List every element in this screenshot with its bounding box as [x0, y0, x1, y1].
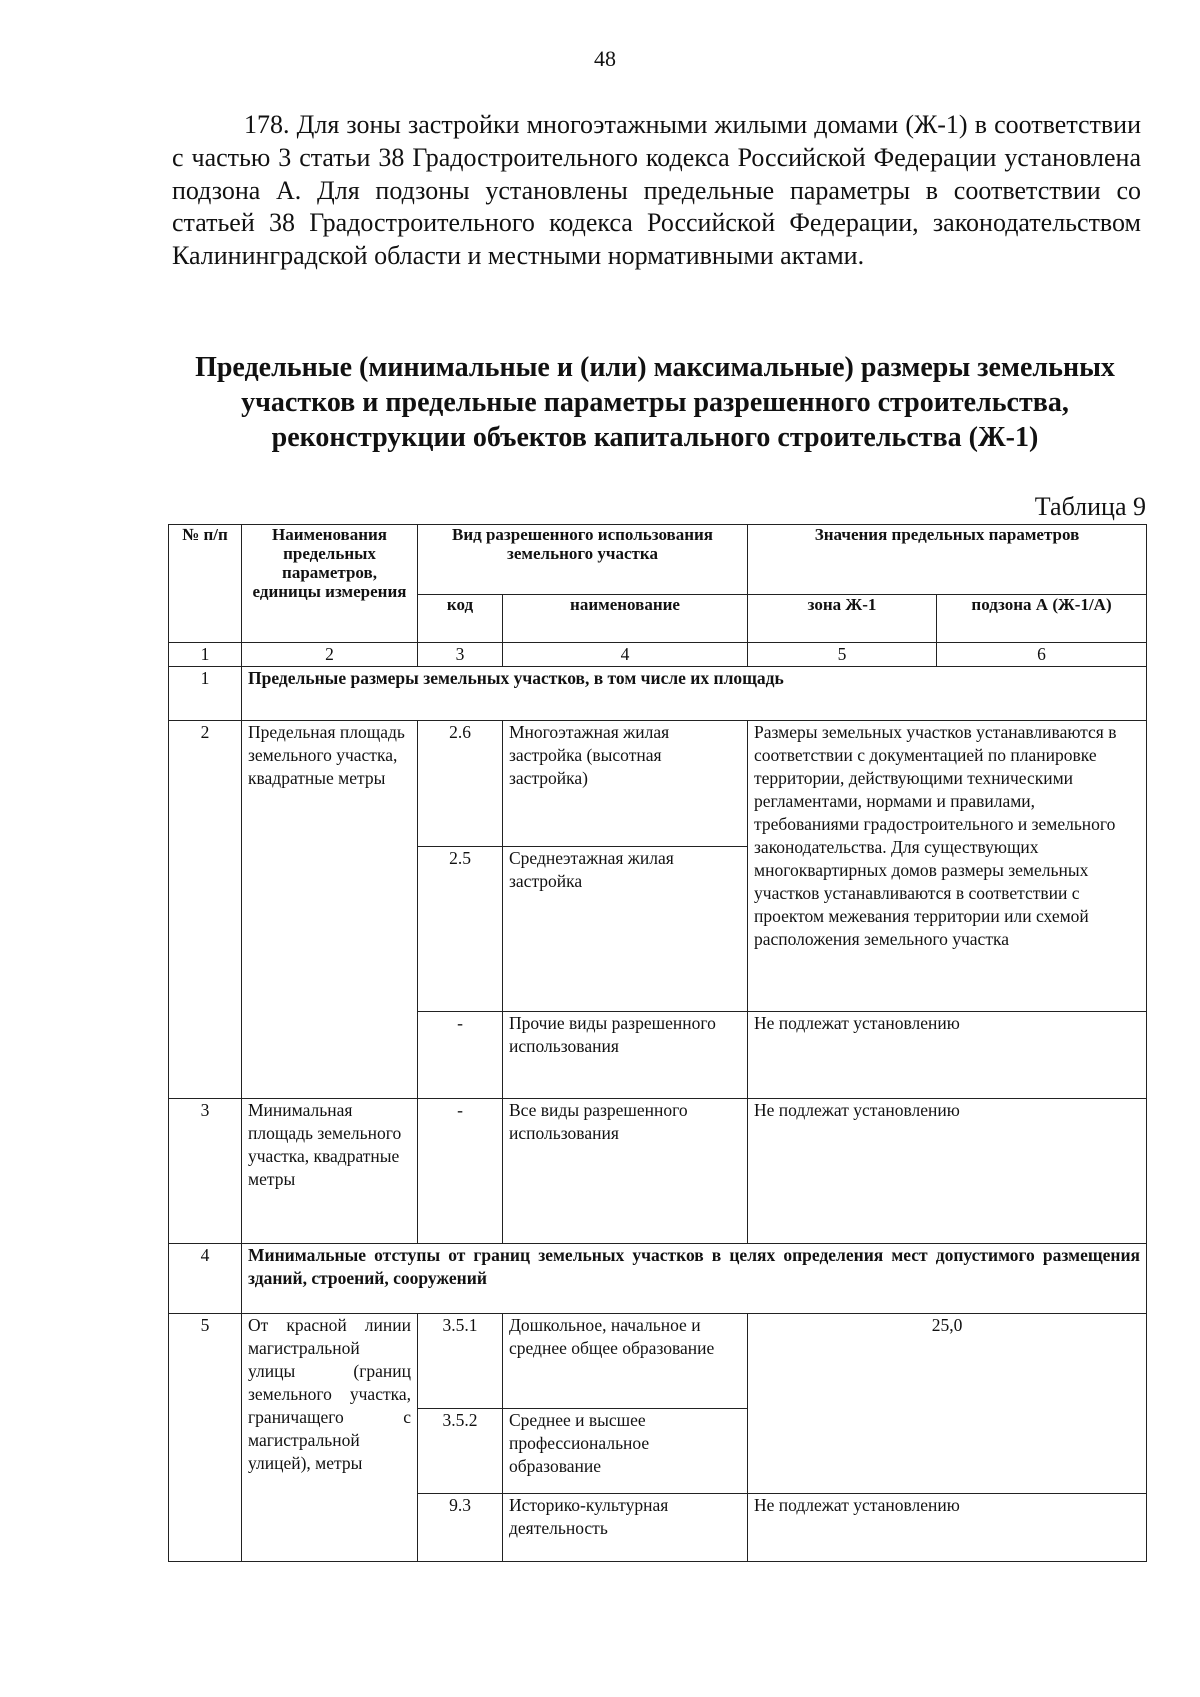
vid-code: 2.6 [418, 721, 503, 847]
table-row-2 [169, 721, 1147, 847]
parameter-name: Минимальная площадь земельного участка, квадратные метры [242, 1099, 418, 1244]
heading-line-2: участков и предельные параметры разрешенного строительства, [241, 387, 1069, 418]
vid-name: Дошкольное, начальное и среднее общее образование [503, 1314, 748, 1409]
value-text: Не подлежат установлению [748, 1099, 1147, 1244]
vid-code: 9.3 [418, 1494, 503, 1562]
header-num: № п/п [169, 525, 242, 643]
vid-code: 3.5.2 [418, 1409, 503, 1494]
paragraph-178: 178. Для зоны застройки многоэтажными жилыми домами (Ж-1) в соответствии с частью 3 статьи 38 Градостроительного кодекса Российской Федерации установлена подзона А. Для подзоны установлены предельные параметры в соответствии со статьей 38 Градостроительного кодекса Российской Федерации, законодательством Калининградской области и местными нормативными актами. [172, 110, 1141, 271]
table-row-5 [169, 1314, 1147, 1409]
row-number: 4 [169, 1244, 242, 1314]
value-text: Не подлежат установлению [748, 1012, 1147, 1099]
parameter-name: От красной линии магистральной улицы (границ земельного участка, граничащего с магистральной улицей), метры [242, 1314, 418, 1562]
merged-value: 25,0 [748, 1314, 1147, 1494]
column-number-row [169, 643, 1147, 667]
vid-name: Историко-культурная деятельность [503, 1494, 748, 1562]
vid-code: - [418, 1099, 503, 1244]
heading-line-1: Предельные (минимальные и (или) максимальные) размеры земельных [195, 352, 1115, 383]
section-heading [160, 350, 1150, 455]
table-row-1 [169, 667, 1147, 721]
section-row-text: Минимальные отступы от границ земельных участков в целях определения мест допустимого размещения зданий, строений, сооружений [242, 1244, 1147, 1314]
vid-code: 3.5.1 [418, 1314, 503, 1409]
header-name: Наименования предельных параметров, единицы измерения [242, 525, 418, 643]
value-text: Не подлежат установлению [748, 1494, 1147, 1562]
row-number: 5 [169, 1314, 242, 1562]
table-caption: Таблица 9 [1034, 492, 1146, 521]
col-number: 2 [242, 643, 418, 667]
table-row-3 [169, 1099, 1147, 1244]
row-number: 1 [169, 667, 242, 721]
merged-value: Размеры земельных участков устанавливаются в соответствии с документацией по планировке территории, действующими техническими регламентами, нормами и правилами, требованиями градостроительного и земельного законодательства. Для существующих многоквартирных домов размеры земельных участков устанавливаются в соответствии с проектом межевания территории или схемой расположения земельного участка [748, 721, 1147, 1012]
header-kod: код [418, 595, 503, 643]
col-number: 4 [503, 643, 748, 667]
table-row-4 [169, 1244, 1147, 1314]
vid-name: Все виды разрешенного использования [503, 1099, 748, 1244]
page-number: 48 [594, 46, 616, 71]
col-number: 3 [418, 643, 503, 667]
col-number: 5 [748, 643, 937, 667]
header-subzone: подзона А (Ж-1/А) [937, 595, 1147, 643]
header-row [169, 525, 1147, 595]
header-vid: Вид разрешенного использования земельного участка [418, 525, 748, 595]
vid-name: Многоэтажная жилая застройка (высотная застройка) [503, 721, 748, 847]
vid-name: Среднее и высшее профессиональное образование [503, 1409, 748, 1494]
parameter-name: Предельная площадь земельного участка, квадратные метры [242, 721, 418, 1099]
vid-name: Среднеэтажная жилая застройка [503, 847, 748, 1012]
table-9 [168, 524, 1147, 1562]
section-row-text: Предельные размеры земельных участков, в том числе их площадь [242, 667, 1147, 721]
header-naim: наименование [503, 595, 748, 643]
col-number: 1 [169, 643, 242, 667]
row-number: 3 [169, 1099, 242, 1244]
row-number: 2 [169, 721, 242, 1099]
heading-line-3: реконструкции объектов капитального строительства (Ж-1) [271, 422, 1039, 453]
header-values: Значения предельных параметров [748, 525, 1147, 595]
vid-code: 2.5 [418, 847, 503, 1012]
vid-name: Прочие виды разрешенного использования [503, 1012, 748, 1099]
vid-code: - [418, 1012, 503, 1099]
col-number: 6 [937, 643, 1147, 667]
header-zone: зона Ж-1 [748, 595, 937, 643]
